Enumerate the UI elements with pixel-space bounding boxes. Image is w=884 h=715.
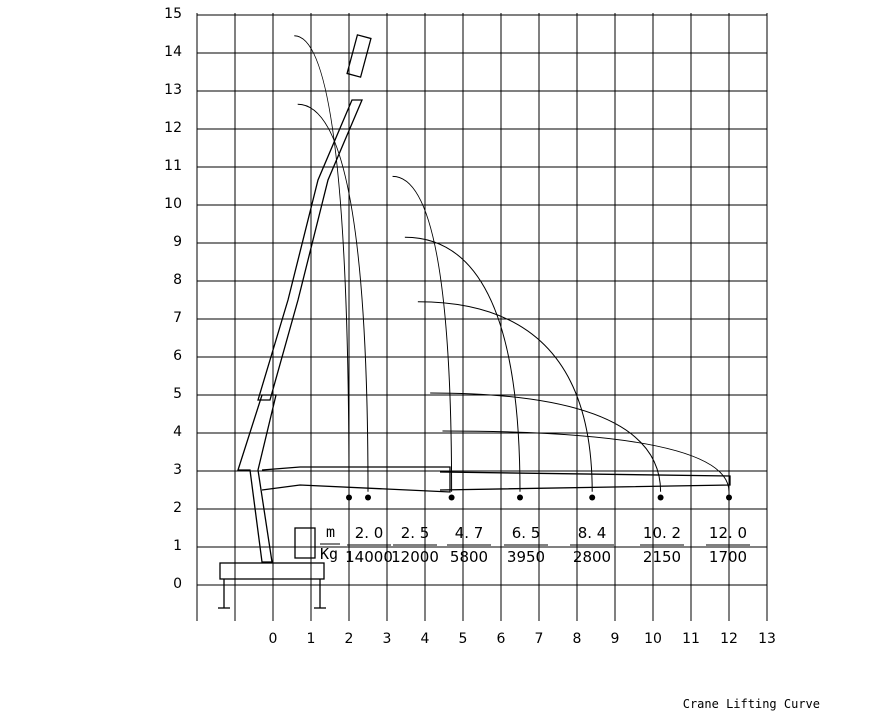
table-reach-value: 12. 0 <box>708 524 748 542</box>
y-tick-label: 6 <box>173 348 182 364</box>
hook-point <box>449 495 455 501</box>
hook-point <box>589 495 595 501</box>
y-tick-label: 0 <box>173 576 182 592</box>
y-tick-label: 7 <box>173 310 182 326</box>
y-tick-label: 5 <box>173 386 182 402</box>
x-tick-label: 12 <box>720 631 738 647</box>
table-reach-value: 2. 0 <box>354 524 384 542</box>
x-tick-label: 9 <box>610 631 620 647</box>
y-tick-label: 9 <box>173 234 182 250</box>
table-load-value: 12000 <box>391 548 439 566</box>
y-axis <box>164 6 182 592</box>
x-tick-label: 1 <box>306 631 316 647</box>
crane-base <box>220 563 324 579</box>
hook-point <box>346 495 352 501</box>
y-tick-label: 15 <box>164 6 182 22</box>
y-tick-label: 8 <box>173 272 182 288</box>
table-load-value: 1700 <box>708 548 748 566</box>
hook-point <box>365 495 371 501</box>
lifting-arc <box>298 104 368 492</box>
table-load-value: 5800 <box>449 548 489 566</box>
load-table <box>320 523 750 566</box>
lifting-arc <box>442 431 729 492</box>
x-tick-label: 0 <box>268 631 278 647</box>
table-reach-value: 4. 7 <box>454 524 484 542</box>
y-tick-label: 13 <box>164 82 182 98</box>
table-reach-value: 8. 4 <box>577 524 607 542</box>
lifting-arc <box>418 302 592 492</box>
lifting-arc <box>393 176 452 491</box>
knuckle-boom <box>258 100 362 400</box>
y-tick-label: 4 <box>173 424 182 440</box>
jib-tip <box>347 35 371 77</box>
table-load-value: 2150 <box>642 548 682 566</box>
table-kg-label: Kg <box>320 545 339 563</box>
table-reach-value: 6. 5 <box>511 524 541 542</box>
table-load-value: 3950 <box>506 548 546 566</box>
x-tick-label: 10 <box>644 631 662 647</box>
x-tick-label: 11 <box>682 631 700 647</box>
hook-point <box>726 495 732 501</box>
table-reach-value: 10. 2 <box>642 524 682 542</box>
hydraulic-tank <box>295 528 315 558</box>
hook-point <box>658 495 664 501</box>
x-tick-label: 3 <box>382 631 392 647</box>
table-load-value: 14000 <box>345 548 393 566</box>
y-tick-label: 12 <box>164 120 182 136</box>
x-tick-label: 5 <box>458 631 468 647</box>
table-reach-value: 2. 5 <box>400 524 430 542</box>
x-tick-label: 2 <box>344 631 354 647</box>
y-tick-label: 10 <box>164 196 182 212</box>
crane-column <box>238 395 276 562</box>
x-tick-label: 13 <box>758 631 776 647</box>
x-tick-label: 7 <box>534 631 544 647</box>
y-tick-label: 1 <box>173 538 182 554</box>
x-tick-label: 4 <box>420 631 430 647</box>
y-tick-label: 11 <box>164 158 182 174</box>
y-tick-label: 2 <box>173 500 182 516</box>
table-m-label: m <box>326 523 336 541</box>
x-tick-label: 6 <box>496 631 506 647</box>
hook-point <box>517 495 523 501</box>
lifting-arc <box>430 393 660 492</box>
x-tick-label: 8 <box>572 631 582 647</box>
y-tick-label: 14 <box>164 44 182 60</box>
x-axis <box>269 631 776 647</box>
lifting-arc <box>405 237 520 492</box>
table-load-value: 2800 <box>572 548 612 566</box>
y-tick-label: 3 <box>173 462 182 478</box>
caption: Crane Lifting Curve <box>682 697 820 711</box>
extension-boom <box>440 472 730 490</box>
